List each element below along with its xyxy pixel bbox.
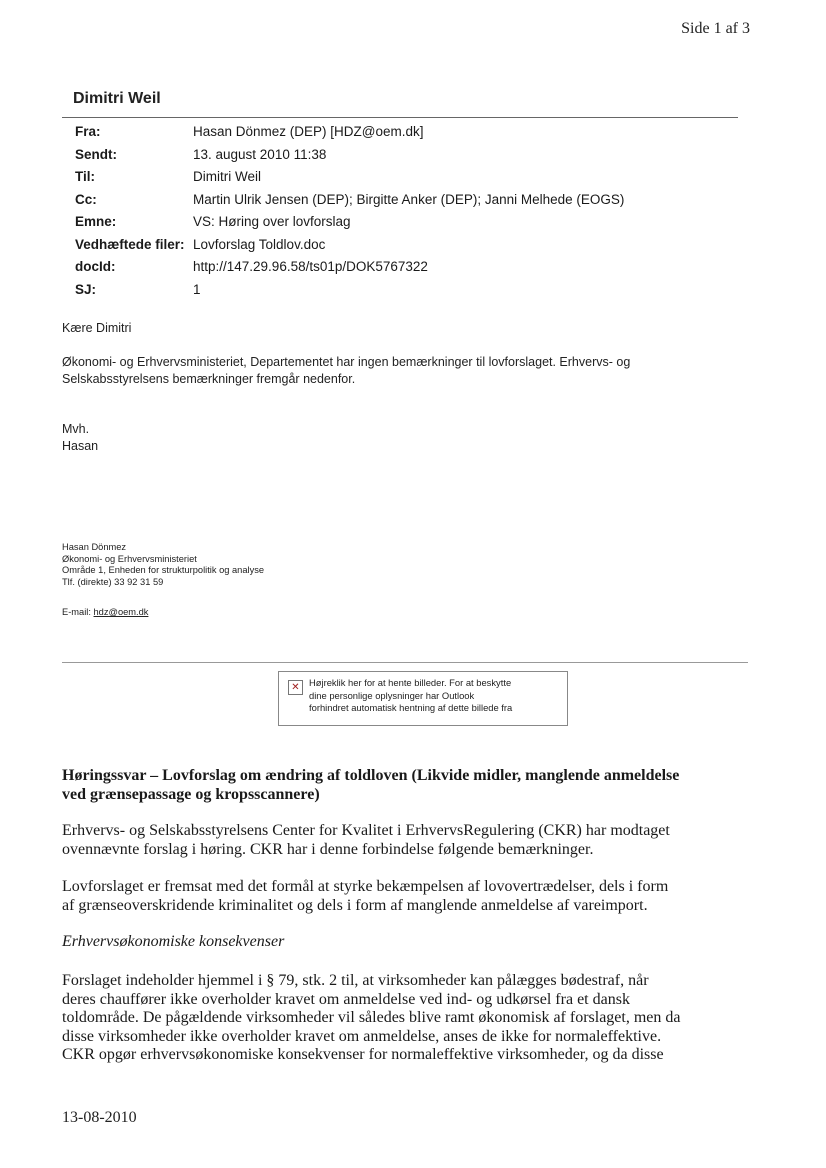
closing (62, 421, 98, 455)
header-row-from (75, 124, 624, 147)
signature-line: Hasan Dönmez (62, 542, 127, 552)
header-row-sent (75, 147, 624, 170)
consultation-heading (62, 766, 762, 804)
header-row-to (75, 169, 624, 192)
email-label: E-mail: (62, 607, 94, 617)
header-value: Lovforslag Toldlov.doc (193, 236, 326, 252)
paragraph-line: Forslaget indeholder hjemmel i § 79, stk. 2 til, at virksomheder kan pålægges bødestraf, når (62, 972, 649, 989)
paragraph-2 (62, 878, 762, 915)
header-value: 13. august 2010 11:38 (193, 146, 327, 162)
paragraph-line: toldområde. De pågældende virksomheder vil således blive ramt økonomisk af forslaget, men da (62, 1009, 681, 1026)
greeting: Kære Dimitri (62, 321, 132, 335)
heading-line: ved grænsepassage og kropsscannere) (62, 786, 320, 803)
email-link[interactable]: hdz@oem.dk (93, 607, 149, 617)
broken-image-icon: ✕ (288, 680, 303, 695)
page-number: Side 1 af 3 (681, 20, 750, 37)
blocked-image-placeholder[interactable] (278, 671, 568, 726)
paragraph-line: Lovforslaget er fremsat med det formål at styrke bekæmpelsen af lovovertrædelser, dels i form (62, 878, 669, 895)
header-key: Cc: (75, 191, 97, 207)
header-value: Martin Ulrik Jensen (DEP); Birgitte Anker (DEP); Janni Melhede (EOGS) (193, 191, 625, 207)
header-key: Fra: (75, 124, 101, 139)
signature-line: Økonomi- og Erhvervsministeriet (62, 553, 197, 564)
signature-line: Tlf. (direkte) 33 92 31 59 (62, 576, 164, 587)
blocked-image-message (309, 677, 559, 715)
section-heading: Erhvervsøkonomiske konsekvenser (62, 933, 285, 950)
paragraph-line: deres chauffører ikke overholder kravet om anmeldelse ved ind- og udkørsel fra et dansk (62, 990, 630, 1008)
signature-block (62, 542, 264, 588)
message-line: Højreklik her for at hente billeder. For at beskytte (309, 677, 512, 688)
message-line: forhindret automatisk hentning af dette billede fra (309, 702, 513, 713)
paragraph-line: disse virksomheder ikke overholder kravet om anmeldelse, anses de ikke for normaleffektive. (62, 1027, 662, 1045)
paragraph-line: Erhvervs- og Selskabsstyrelsens Center for Kvalitet i ErhvervsRegulering (CKR) har modtaget (62, 822, 670, 839)
paragraph-line: CKR opgør erhvervsøkonomiske konsekvenser for normaleffektive virksomheder, og da disse (62, 1046, 664, 1063)
header-row-subject (75, 214, 624, 237)
header-value: 1 (193, 281, 201, 297)
message-line: dine personlige oplysninger har Outlook (309, 689, 475, 701)
header-row-docid (75, 259, 624, 282)
header-key: Sendt: (75, 146, 117, 162)
header-row-attachments (75, 237, 624, 260)
intro-paragraph (62, 354, 762, 388)
header-key: Til: (75, 169, 95, 184)
header-value: VS: Høring over lovforslag (193, 214, 351, 229)
email-header-table (75, 124, 624, 304)
header-value: Dimitri Weil (193, 169, 261, 184)
paragraph-line: ovennævnte forslag i høring. CKR har i denne forbindelse følgende bemærkninger. (62, 840, 594, 858)
paragraph-1 (62, 822, 762, 859)
signature-divider (62, 662, 748, 663)
header-row-cc (75, 192, 624, 215)
header-divider (62, 117, 738, 118)
header-key: Vedhæftede filer: (75, 236, 185, 252)
footer-date: 13-08-2010 (62, 1109, 137, 1126)
signature-email (62, 607, 148, 617)
heading-line: Høringssvar – Lovforslag om ændring af toldloven (Likvide midler, manglende anmeldelse (62, 767, 680, 784)
header-key: SJ: (75, 281, 97, 297)
signature-line: Område 1, Enheden for strukturpolitik og analyse (62, 565, 265, 575)
paragraph-3 (62, 972, 762, 1065)
header-key: Emne: (75, 214, 117, 229)
intro-line: Økonomi- og Erhvervsministeriet, Departementet har ingen bemærkninger til lovforslaget. Erhvervs- og (62, 355, 631, 369)
paragraph-line: af grænseoverskridende kriminalitet og dels i form af manglende anmeldelse af vareimport. (62, 896, 648, 914)
header-value: Hasan Dönmez (DEP) [HDZ@oem.dk] (193, 124, 424, 139)
intro-line: Selskabsstyrelsens bemærkninger fremgår nedenfor. (62, 372, 356, 386)
recipient-name: Dimitri Weil (73, 90, 161, 107)
closing-line: Mvh. (62, 422, 90, 436)
header-row-sj (75, 282, 624, 305)
header-value: http://147.29.96.58/ts01p/DOK5767322 (193, 259, 428, 274)
closing-line: Hasan (62, 439, 99, 453)
header-key: docId: (75, 259, 116, 274)
